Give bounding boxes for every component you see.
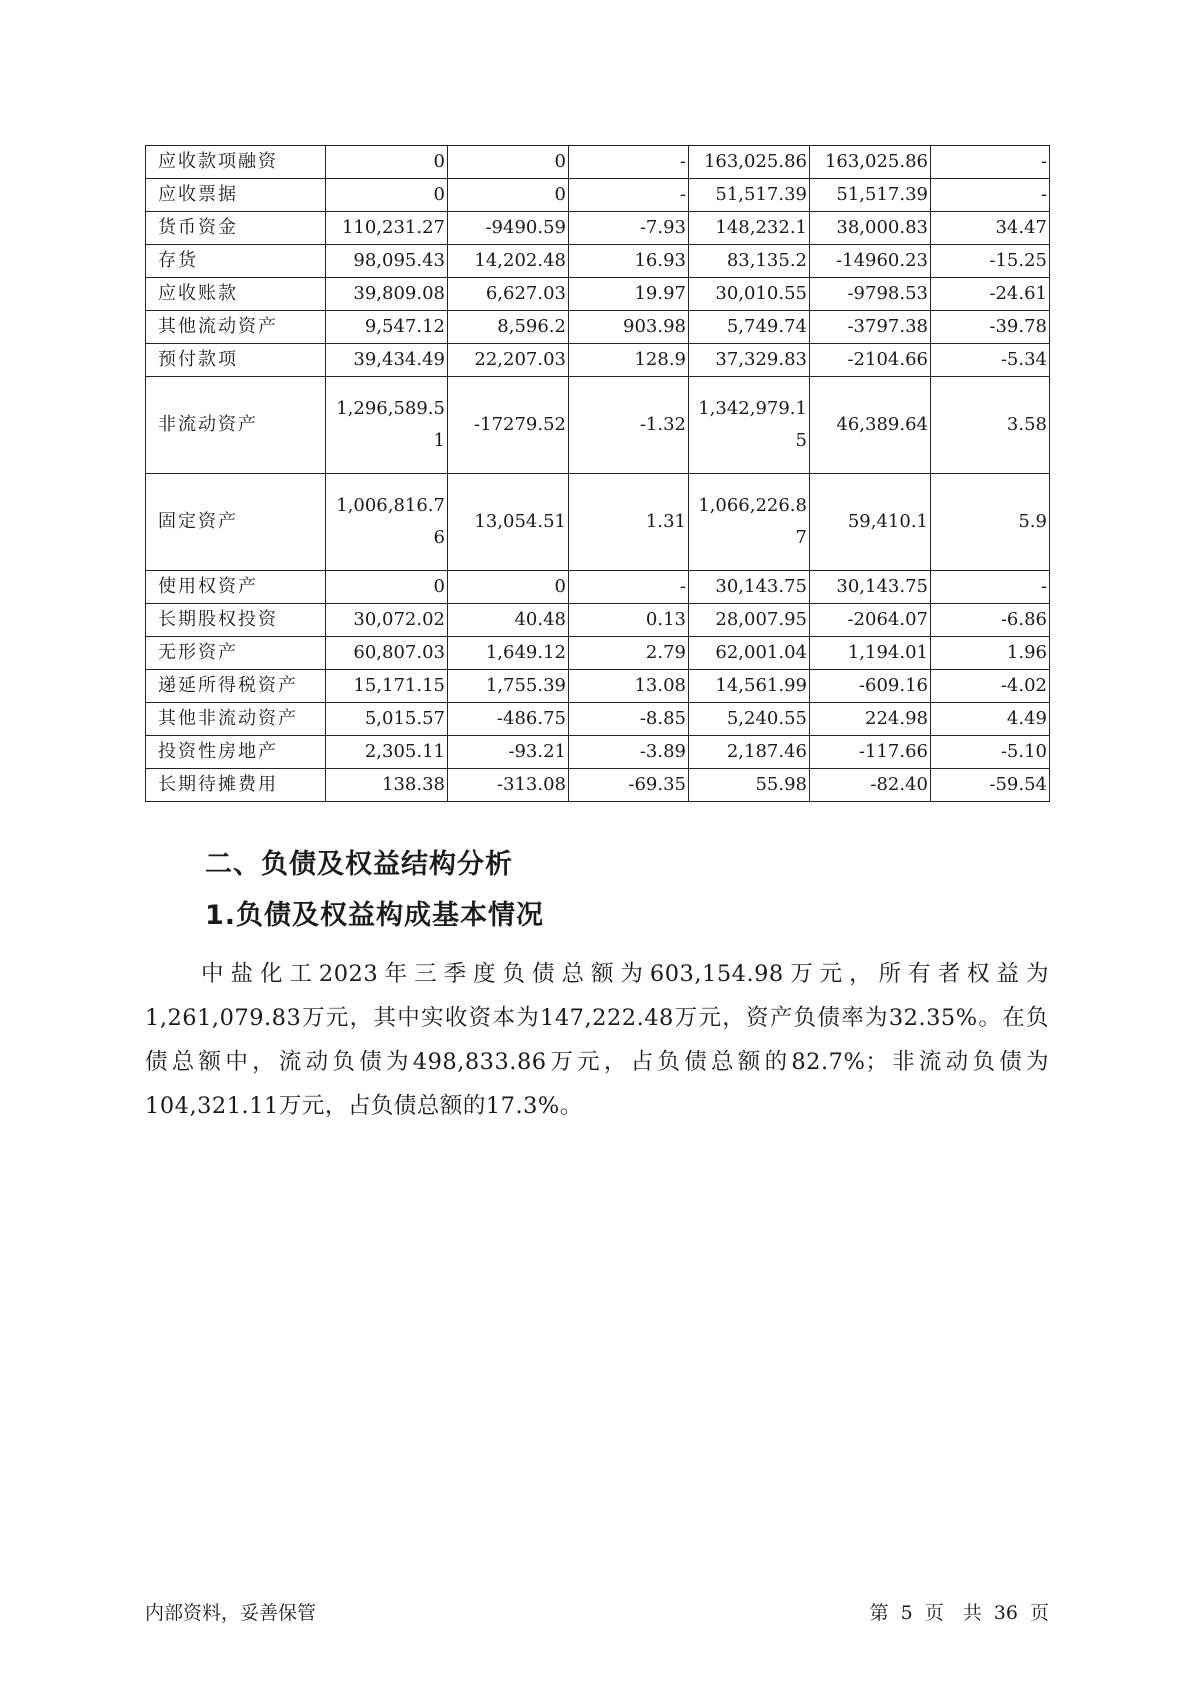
table-row bbox=[146, 769, 1050, 802]
table-row bbox=[146, 311, 1050, 344]
table-cell: 224.98 bbox=[810, 703, 931, 736]
table-cell: 13.08 bbox=[569, 670, 689, 703]
table-row bbox=[146, 474, 1050, 571]
table-row bbox=[146, 278, 1050, 311]
table-cell: -2064.07 bbox=[810, 604, 931, 637]
table-cell: 1,649.12 bbox=[448, 637, 569, 670]
table-cell: 8,596.2 bbox=[448, 311, 569, 344]
table-cell: 14,202.48 bbox=[448, 245, 569, 278]
table-cell: 2,305.11 bbox=[326, 736, 448, 769]
table-cell: 37,329.83 bbox=[689, 344, 810, 377]
table-cell: 128.9 bbox=[569, 344, 689, 377]
table-cell: - bbox=[931, 146, 1050, 179]
section-heading: 二、负债及权益结构分析 bbox=[205, 849, 513, 880]
table-row bbox=[146, 179, 1050, 212]
table-cell: -5.10 bbox=[931, 736, 1050, 769]
table-cell: 1,296,589.51 bbox=[326, 377, 448, 474]
table-cell: - bbox=[569, 146, 689, 179]
table-cell: 0 bbox=[448, 179, 569, 212]
table-cell: -3797.38 bbox=[810, 311, 931, 344]
table-row bbox=[146, 604, 1050, 637]
row-label: 存货 bbox=[146, 245, 326, 278]
table-cell: 15,171.15 bbox=[326, 670, 448, 703]
table-cell: -82.40 bbox=[810, 769, 931, 802]
table-cell: -609.16 bbox=[810, 670, 931, 703]
table-row bbox=[146, 703, 1050, 736]
table-cell: 2,187.46 bbox=[689, 736, 810, 769]
table-cell: - bbox=[931, 571, 1050, 604]
table-cell: -9798.53 bbox=[810, 278, 931, 311]
table-cell: 22,207.03 bbox=[448, 344, 569, 377]
table-cell: 1,006,816.76 bbox=[326, 474, 448, 571]
row-label: 长期股权投资 bbox=[146, 604, 326, 637]
table-cell: - bbox=[569, 179, 689, 212]
row-label: 长期待摊费用 bbox=[146, 769, 326, 802]
table-cell: 28,007.95 bbox=[689, 604, 810, 637]
table-cell: 39,434.49 bbox=[326, 344, 448, 377]
table-cell: -486.75 bbox=[448, 703, 569, 736]
table-cell: -93.21 bbox=[448, 736, 569, 769]
table-cell: -4.02 bbox=[931, 670, 1050, 703]
table-cell: -2104.66 bbox=[810, 344, 931, 377]
table-cell: 6,627.03 bbox=[448, 278, 569, 311]
table-cell: 83,135.2 bbox=[689, 245, 810, 278]
section-subheading: 1.负债及权益构成基本情况 bbox=[205, 900, 545, 931]
table-cell: 30,072.02 bbox=[326, 604, 448, 637]
table-cell: -3.89 bbox=[569, 736, 689, 769]
table-cell: -59.54 bbox=[931, 769, 1050, 802]
table-cell: 148,232.1 bbox=[689, 212, 810, 245]
row-label: 货币资金 bbox=[146, 212, 326, 245]
table-cell: 5,240.55 bbox=[689, 703, 810, 736]
table-cell: 60,807.03 bbox=[326, 637, 448, 670]
table-cell: 3.58 bbox=[931, 377, 1050, 474]
table-cell: 1,755.39 bbox=[448, 670, 569, 703]
asset-change-table bbox=[145, 145, 1050, 802]
table-cell: 163,025.86 bbox=[810, 146, 931, 179]
table-cell: -8.85 bbox=[569, 703, 689, 736]
table-cell: 1.96 bbox=[931, 637, 1050, 670]
footer-confidential-note: 内部资料，妥善保管 bbox=[145, 1602, 317, 1624]
table-cell: 40.48 bbox=[448, 604, 569, 637]
table-row bbox=[146, 637, 1050, 670]
table-cell: -1.32 bbox=[569, 377, 689, 474]
table-cell: 5.9 bbox=[931, 474, 1050, 571]
row-label: 应收票据 bbox=[146, 179, 326, 212]
table-cell: 2.79 bbox=[569, 637, 689, 670]
table-cell: 9,547.12 bbox=[326, 311, 448, 344]
table-cell: 0 bbox=[326, 146, 448, 179]
table-body bbox=[146, 146, 1050, 802]
table-cell: 16.93 bbox=[569, 245, 689, 278]
table-cell: 1.31 bbox=[569, 474, 689, 571]
table-cell: - bbox=[931, 179, 1050, 212]
table-cell: 1,342,979.15 bbox=[689, 377, 810, 474]
table-cell: 30,010.55 bbox=[689, 278, 810, 311]
table-cell: -39.78 bbox=[931, 311, 1050, 344]
row-label: 预付款项 bbox=[146, 344, 326, 377]
table-cell: 30,143.75 bbox=[689, 571, 810, 604]
table-cell: 59,410.1 bbox=[810, 474, 931, 571]
row-label: 其他非流动资产 bbox=[146, 703, 326, 736]
table-cell: 0 bbox=[448, 571, 569, 604]
table-cell: -69.35 bbox=[569, 769, 689, 802]
table-cell: 30,143.75 bbox=[810, 571, 931, 604]
row-label: 递延所得税资产 bbox=[146, 670, 326, 703]
table-row bbox=[146, 344, 1050, 377]
table-cell: 51,517.39 bbox=[810, 179, 931, 212]
table-cell: -14960.23 bbox=[810, 245, 931, 278]
table-row bbox=[146, 245, 1050, 278]
table-cell: 110,231.27 bbox=[326, 212, 448, 245]
table-row bbox=[146, 670, 1050, 703]
table-cell: 5,015.57 bbox=[326, 703, 448, 736]
row-label: 使用权资产 bbox=[146, 571, 326, 604]
table-cell: 14,561.99 bbox=[689, 670, 810, 703]
table-cell: 4.49 bbox=[931, 703, 1050, 736]
table-cell: -313.08 bbox=[448, 769, 569, 802]
table-cell: 903.98 bbox=[569, 311, 689, 344]
table-cell: -17279.52 bbox=[448, 377, 569, 474]
row-label: 应收账款 bbox=[146, 278, 326, 311]
table-cell: -7.93 bbox=[569, 212, 689, 245]
section-paragraph: 中盐化工2023年三季度负债总额为603,154.98万元，所有者权益为1,261,079.83万元，其中实收资本为147,222.48万元，资产负债率为32.35%。在负债总额中，流动负债为498,833.86万元，占负债总额的82.7%；非流动负债为104,321.11万元，占负债总额的17.3%。 bbox=[145, 961, 1049, 1119]
table-row bbox=[146, 146, 1050, 179]
table-cell: -15.25 bbox=[931, 245, 1050, 278]
table-cell: 34.47 bbox=[931, 212, 1050, 245]
row-label: 固定资产 bbox=[146, 474, 326, 571]
table-cell: 62,001.04 bbox=[689, 637, 810, 670]
table-cell: 1,194.01 bbox=[810, 637, 931, 670]
table-row bbox=[146, 571, 1050, 604]
table-cell: -117.66 bbox=[810, 736, 931, 769]
table-row bbox=[146, 377, 1050, 474]
table-cell: 138.38 bbox=[326, 769, 448, 802]
row-label: 其他流动资产 bbox=[146, 311, 326, 344]
table-cell: 0 bbox=[326, 179, 448, 212]
table-cell: 38,000.83 bbox=[810, 212, 931, 245]
table-cell: 0 bbox=[326, 571, 448, 604]
row-label: 应收款项融资 bbox=[146, 146, 326, 179]
table-cell: -9490.59 bbox=[448, 212, 569, 245]
row-label: 投资性房地产 bbox=[146, 736, 326, 769]
table-cell: 55.98 bbox=[689, 769, 810, 802]
table-cell: - bbox=[569, 571, 689, 604]
table-cell: 19.97 bbox=[569, 278, 689, 311]
table-cell: 1,066,226.87 bbox=[689, 474, 810, 571]
table-cell: 98,095.43 bbox=[326, 245, 448, 278]
table-cell: 0.13 bbox=[569, 604, 689, 637]
row-label: 无形资产 bbox=[146, 637, 326, 670]
table-cell: 0 bbox=[448, 146, 569, 179]
table-cell: 46,389.64 bbox=[810, 377, 931, 474]
table-cell: 13,054.51 bbox=[448, 474, 569, 571]
table-cell: -24.61 bbox=[931, 278, 1050, 311]
footer-page-number: 第 5 页 共 36 页 bbox=[869, 1602, 1049, 1624]
row-label: 非流动资产 bbox=[146, 377, 326, 474]
table-cell: -6.86 bbox=[931, 604, 1050, 637]
table-cell: 51,517.39 bbox=[689, 179, 810, 212]
table-row bbox=[146, 736, 1050, 769]
table-cell: 5,749.74 bbox=[689, 311, 810, 344]
table-cell: 163,025.86 bbox=[689, 146, 810, 179]
table-row bbox=[146, 212, 1050, 245]
table-cell: -5.34 bbox=[931, 344, 1050, 377]
table-cell: 39,809.08 bbox=[326, 278, 448, 311]
